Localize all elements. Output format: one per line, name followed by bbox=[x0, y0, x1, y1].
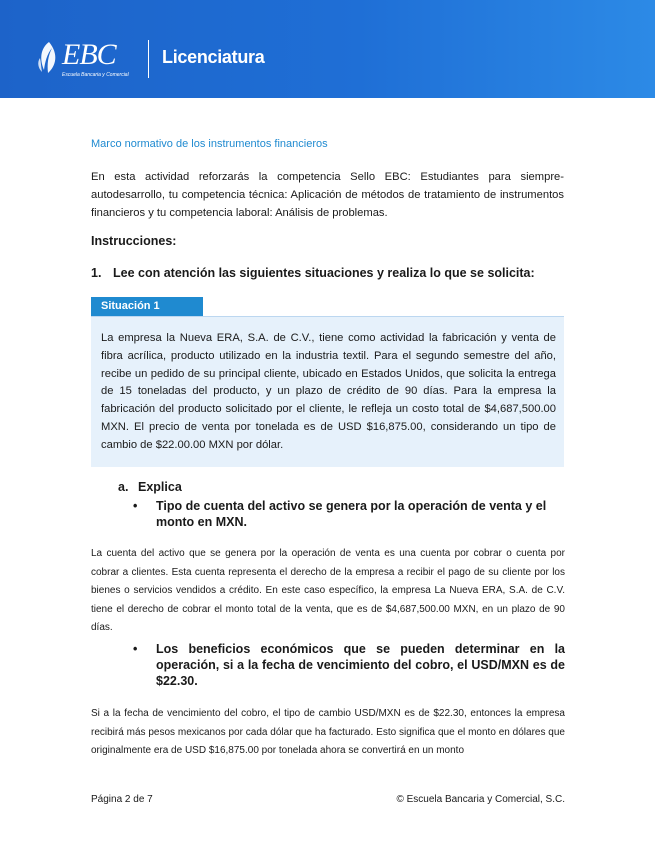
section-title: Marco normativo de los instrumentos financieros bbox=[91, 138, 328, 150]
sub-item-a bbox=[118, 480, 182, 494]
answer-paragraph-1: La cuenta del activo que se genera por la operación de venta es una cuenta por cobrar o cuenta por cobrar a clientes. Esta cuenta representa el derecho de la empresa a recibir el pago de su cliente por los bienes o servicios vendidos a crédito. En este caso específico, la empresa La Nueva ERA, S.A. de C.V. tiene el derecho de cobrar el monto total de la venta, que es de $4,687,500.00 MXN, en un plazo de 90 días. bbox=[91, 548, 565, 634]
page-number: Página 2 de 7 bbox=[91, 794, 153, 805]
ebc-logo bbox=[36, 38, 146, 88]
bullet-text: Tipo de cuenta del activo se genera por la operación de venta y el monto en MXN. bbox=[156, 499, 547, 529]
bullet-symbol: • bbox=[133, 642, 138, 656]
intro-paragraph: En esta actividad reforzarás la competencia Sello EBC: Estudiantes para siempre-autodesarrollo, tu competencia técnica: Aplicación de métodos de tratamiento de instrumentos financieros y tu competencia laboral: Análisis de problemas. bbox=[91, 171, 564, 219]
page-header bbox=[0, 0, 655, 98]
situation-tab: Situación 1 bbox=[91, 297, 203, 316]
bullet-text: Los beneficios económicos que se pueden determinar en la operación, si a la fecha de vencimiento del cobro, el USD/MXN es de $22.30. bbox=[156, 642, 565, 688]
instructions-heading: Instrucciones: bbox=[91, 234, 177, 248]
bullet-item-2 bbox=[133, 641, 565, 689]
bullet-symbol: • bbox=[133, 499, 138, 513]
step-1 bbox=[91, 266, 535, 280]
header-divider bbox=[148, 40, 149, 78]
logo-subtitle: Escuela Bancaria y Comercial bbox=[62, 72, 129, 78]
sub-letter: a. bbox=[118, 480, 129, 494]
answer-paragraph-2: Si a la fecha de vencimiento del cobro, el tipo de cambio USD/MXN es de $22.30, entonces la empresa recibirá más pesos mexicanos por cada dólar que ha facturado. Esto significa que el monto en dólares que originalmente era de USD $16,875.00 por tonelada ahora se convertirá en un monto bbox=[91, 708, 565, 757]
copyright: © Escuela Bancaria y Comercial, S.C. bbox=[396, 794, 565, 805]
sub-label: Explica bbox=[138, 480, 182, 494]
leaf-logo-icon bbox=[36, 40, 62, 76]
step-number: 1. bbox=[91, 266, 102, 280]
logo-text: EBC bbox=[62, 38, 116, 71]
step-text: Lee con atención las siguientes situaciones y realiza lo que se solicita: bbox=[113, 266, 535, 280]
bullet-item-1 bbox=[133, 498, 565, 530]
situation-text: La empresa la Nueva ERA, S.A. de C.V., tiene como actividad la fabricación y venta de fibra acrílica, producto utilizado en la industria textil. Para el segundo semestre del año, recibe un pedido de su principal cliente, ubicado en Estados Unidos, que solicita la entrega de 15 toneladas del producto, y un plazo de crédito de 90 días. Para la empresa la fabricación del producto solicitado por el cliente, le refleja un costo total de $4,687,500.00 MXN. El precio de venta por tonelada es de USD $16,875.00, considerando un tipo de cambio de $22.00.00 MXN por dólar. bbox=[101, 332, 556, 451]
header-title: Licenciatura bbox=[162, 47, 265, 67]
